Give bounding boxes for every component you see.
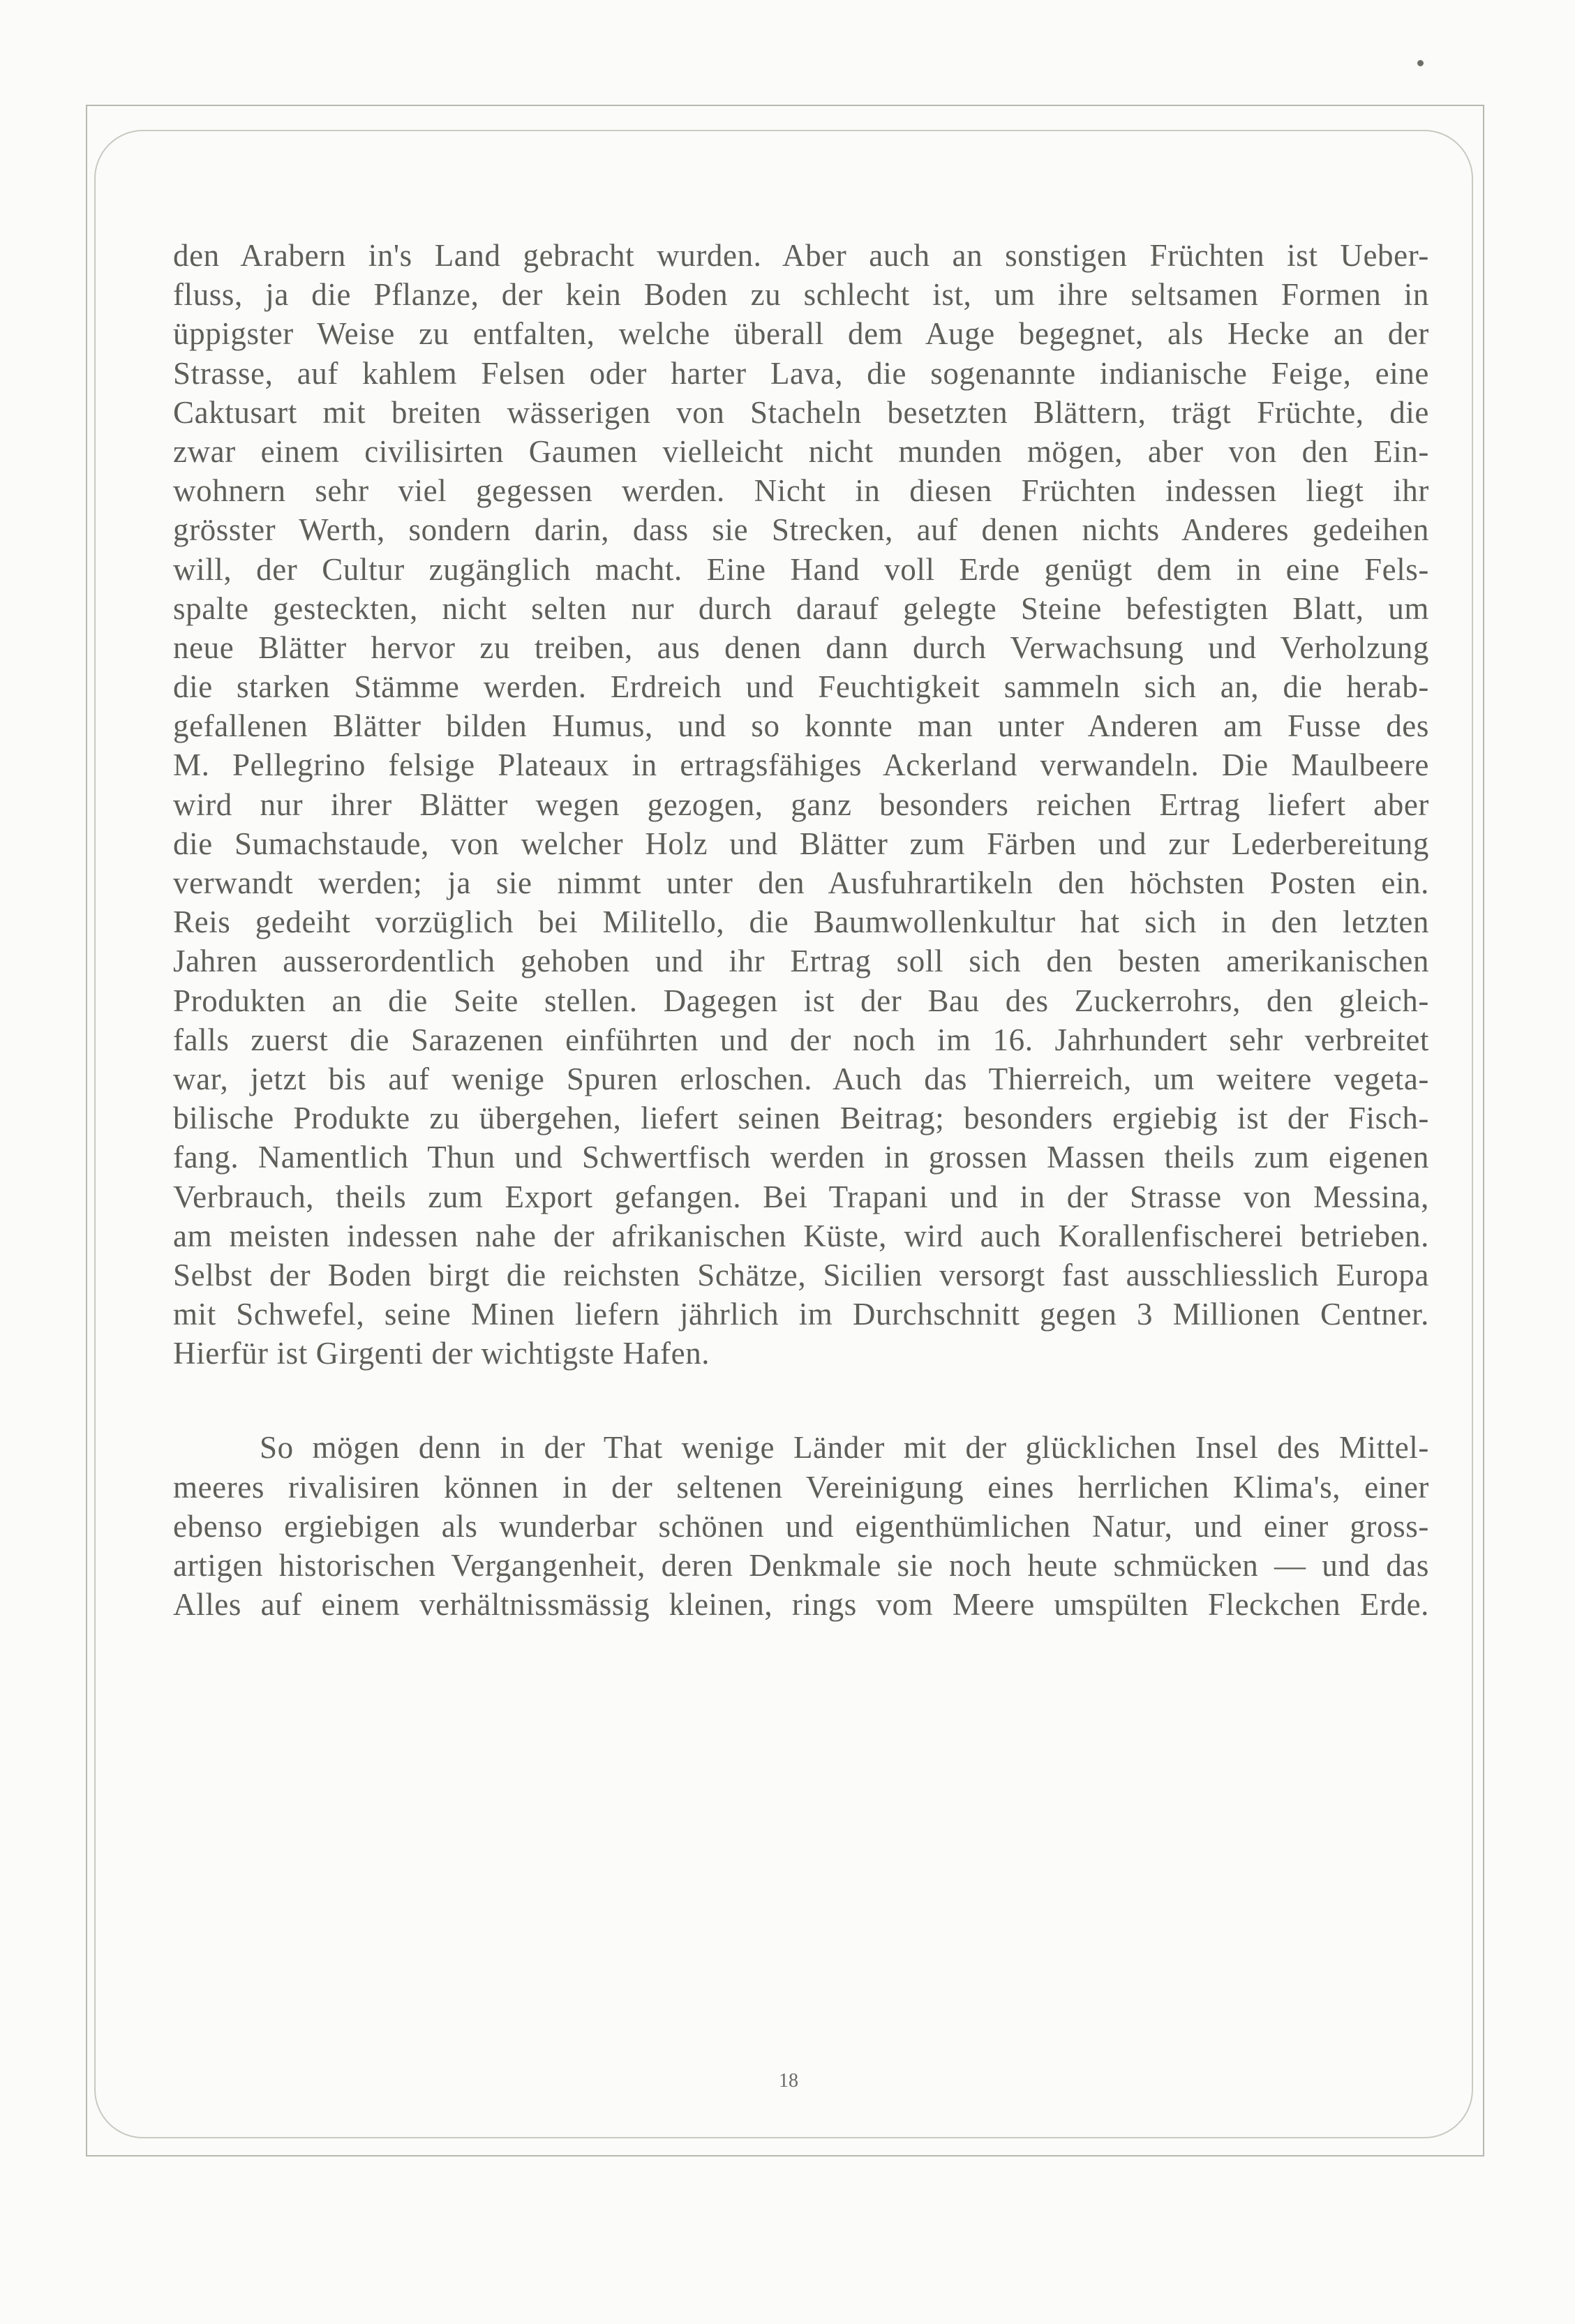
text-line: Reis gedeiht vorzüglich bei Militello, die Baumwollenkultur hat sich in den letzten: [173, 904, 1429, 940]
text-line: falls zuerst die Sarazenen einführten und der noch im 16. Jahrhundert sehr verbreitet: [173, 1022, 1429, 1057]
text-line: Caktusart mit breiten wässerigen von Stacheln besetzten Blättern, trägt Früchte, die: [173, 394, 1429, 430]
text-line: die Sumachstaude, von welcher Holz und Blätter zum Färben und zur Lederbereitung: [173, 826, 1429, 861]
text-line: den Arabern in's Land gebracht wurden. Aber auch an sonstigen Früchten ist Ueber-: [173, 238, 1429, 273]
text-line: neue Blätter hervor zu treiben, aus denen dann durch Verwachsung und Verholzung: [173, 630, 1429, 665]
text-line: üppigster Weise zu entfalten, welche überall dem Auge begegnet, als Hecke an der: [173, 316, 1429, 352]
text-line: M. Pellegrino felsige Plateaux in ertragsfähiges Ackerland verwandeln. Die Maulbeere: [173, 747, 1429, 783]
text-line: war, jetzt bis auf wenige Spuren erloschen. Auch das Thierreich, um weitere vegeta-: [173, 1061, 1429, 1096]
text-line: verwandt werden; ja sie nimmt unter den Ausfuhrartikeln den höchsten Posten ein.: [173, 865, 1429, 900]
text-line: Verbrauch, theils zum Export gefangen. Bei Trapani und in der Strasse von Messina,: [173, 1179, 1429, 1214]
text-line: grösster Werth, sondern darin, dass sie Strecken, auf denen nichts Anderes gedeihen: [173, 512, 1429, 548]
text-line: wird nur ihrer Blätter wegen gezogen, ganz besonders reichen Ertrag liefert aber: [173, 787, 1429, 822]
text-line: will, der Cultur zugänglich macht. Eine Hand voll Erde genügt dem in eine Fels-: [173, 551, 1429, 587]
text-line: spalte gesteckten, nicht selten nur durch darauf gelegte Steine befestigten Blatt, um: [173, 590, 1429, 626]
text-line: artigen historischen Vergangenheit, deren Denkmale sie noch heute schmücken — und das: [173, 1548, 1429, 1583]
text-line: ebenso ergiebigen als wunderbar schönen und eigenthümlichen Natur, und einer gross-: [173, 1508, 1429, 1544]
paragraph-1: [173, 236, 1429, 1373]
text-line: Produkten an die Seite stellen. Dagegen ist der Bau des Zuckerrohrs, den gleich-: [173, 983, 1429, 1018]
text-line: Alles auf einem verhältnissmässig kleinen, rings vom Meere umspülten Fleckchen Erde.: [173, 1587, 1429, 1623]
text-line: bilische Produkte zu übergehen, liefert seinen Beitrag; besonders ergiebig ist der Fisch-: [173, 1101, 1429, 1136]
text-line: Hierfür ist Girgenti der wichtigste Hafen.: [173, 1336, 710, 1371]
text-line: wohnern sehr viel gegessen werden. Nicht in diesen Früchten indessen liegt ihr: [173, 473, 1429, 509]
paragraph-2: [173, 1428, 1429, 1624]
text-line: die starken Stämme werden. Erdreich und Feuchtigkeit sammeln sich an, die herab-: [173, 669, 1429, 705]
ink-dot-mark: [1417, 60, 1424, 66]
text-line: zwar einem civilisirten Gaumen vielleicht nicht munden mögen, aber von den Ein-: [173, 433, 1429, 469]
text-line: gefallenen Blätter bilden Humus, und so konnte man unter Anderen am Fusse des: [173, 708, 1429, 744]
text-line: mit Schwefel, seine Minen liefern jährlich im Durchschnitt gegen 3 Millionen Centner.: [173, 1297, 1429, 1332]
text-line: fang. Namentlich Thun und Schwertfisch werden in grossen Massen theils zum eigenen: [173, 1140, 1429, 1175]
text-line: am meisten indessen nahe der afrikanischen Küste, wird auch Korallenfischerei betrieben.: [173, 1218, 1429, 1253]
text-line: fluss, ja die Pflanze, der kein Boden zu schlecht ist, um ihre seltsamen Formen in: [173, 277, 1429, 313]
text-line: So mögen denn in der That wenige Länder mit der glücklichen Insel des Mittel-: [260, 1430, 1429, 1466]
text-line: meeres rivalisiren können in der seltenen Vereinigung eines herrlichen Klima's, einer: [173, 1469, 1429, 1505]
text-line: Jahren ausserordentlich gehoben und ihr Ertrag soll sich den besten amerikanischen: [173, 944, 1429, 979]
text-line: Selbst der Boden birgt die reichsten Schätze, Sicilien versorgt fast ausschliesslich Europa: [173, 1257, 1429, 1293]
body-text: [173, 236, 1429, 1624]
text-line: Strasse, auf kahlem Felsen oder harter Lava, die sogenannte indianische Feige, eine: [173, 355, 1429, 391]
page-number: 18: [779, 2070, 798, 2092]
